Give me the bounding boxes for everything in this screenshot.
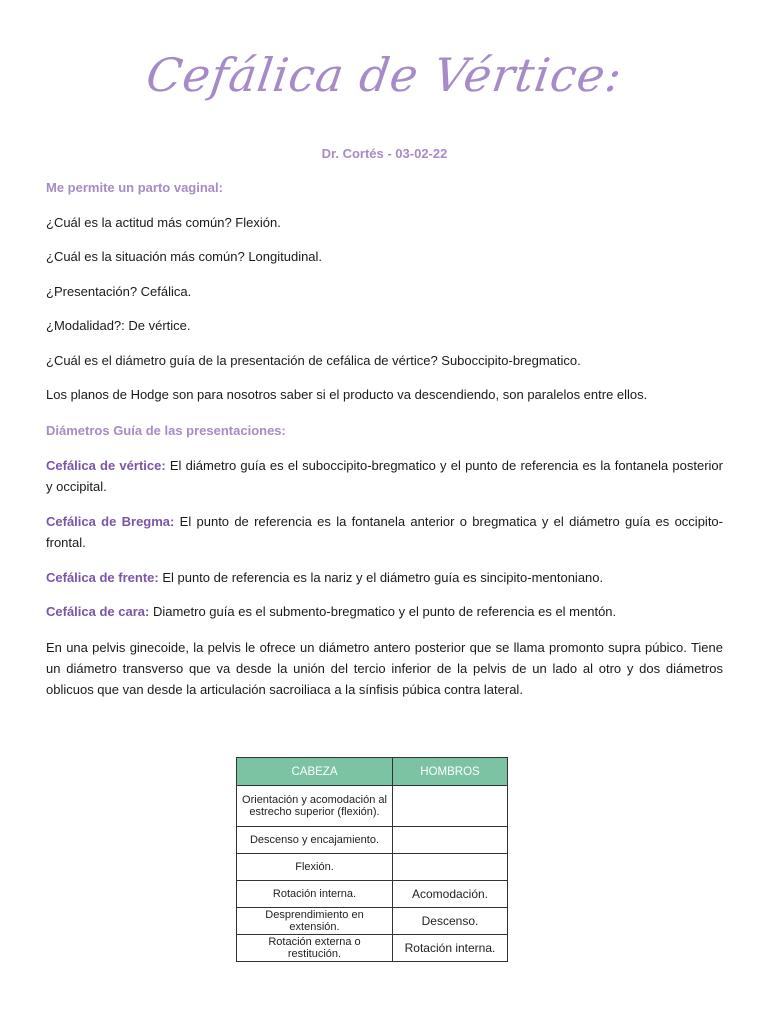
table-row bbox=[237, 854, 508, 881]
table-cell: Orientación y acomodación al estrecho superior (flexión). bbox=[237, 786, 393, 827]
presentation-text: El punto de referencia es la nariz y el diámetro guía es sincipito-mentoniano. bbox=[158, 570, 604, 585]
table-cell bbox=[393, 786, 508, 827]
table-cell: Desprendimiento en extensión. bbox=[237, 908, 393, 935]
presentation-text: Diametro guía es el submento-bregmatico y el punto de referencia es el mentón. bbox=[149, 604, 617, 619]
column-header-hombros: HOMBROS bbox=[393, 758, 508, 786]
presentation-paragraph bbox=[46, 511, 723, 553]
table-cell: Rotación externa o restitución. bbox=[237, 935, 393, 962]
table-cell: Rotación interna. bbox=[237, 881, 393, 908]
table-cell: Acomodación. bbox=[393, 881, 508, 908]
pelvis-paragraph: En una pelvis ginecoide, la pelvis le ofrece un diámetro antero posterior que se llama promonto supra púbico. Tiene un diámetro transverso que va desde la unión del tercio inferior de la pelvis de un lado al otro y dos diámetros oblicuos que van desde la articulación sacroiliaca a la sínfisis púbica contra lateral. bbox=[46, 640, 723, 697]
qa-line: ¿Cuál es la situación más común? Longitudinal. bbox=[46, 249, 323, 264]
presentation-paragraph bbox=[46, 601, 723, 622]
qa-line: ¿Presentación? Cefálica. bbox=[46, 284, 192, 299]
table-cell: Flexión. bbox=[237, 854, 393, 881]
qa-line: ¿Modalidad?: De vértice. bbox=[46, 318, 191, 333]
table-row bbox=[237, 827, 508, 854]
qa-line: ¿Cuál es el diámetro guía de la presentación de cefálica de vértice? Suboccipito-bregmatico. bbox=[46, 353, 581, 368]
presentation-paragraph bbox=[46, 567, 723, 588]
column-header-cabeza: CABEZA bbox=[237, 758, 393, 786]
table-row bbox=[237, 881, 508, 908]
table-row bbox=[237, 908, 508, 935]
section-heading-intro: Me permite un parto vaginal: bbox=[46, 180, 223, 195]
qa-line: Los planos de Hodge son para nosotros saber si el producto va descendiendo, son paralelos entre ellos. bbox=[46, 387, 648, 402]
author-date: Dr. Cortés - 03-02-22 bbox=[321, 146, 448, 161]
table-cell bbox=[393, 854, 508, 881]
presentation-term: Cefálica de Bregma: bbox=[46, 514, 175, 529]
page-title: Cefálica de Vértice: bbox=[143, 48, 626, 102]
table-row bbox=[237, 935, 508, 962]
presentation-term: Cefálica de frente: bbox=[46, 570, 159, 585]
section-heading-diameters: Diámetros Guía de las presentaciones: bbox=[46, 423, 286, 438]
presentation-term: Cefálica de vértice: bbox=[46, 458, 166, 473]
table-cell: Descenso. bbox=[393, 908, 508, 935]
labor-mechanism-table bbox=[236, 757, 508, 962]
qa-line: ¿Cuál es la actitud más común? Flexión. bbox=[46, 215, 281, 230]
table-header-row bbox=[237, 758, 508, 786]
presentation-text: El diámetro guía es el suboccipito-bregmatico y el punto de referencia es la fontanela posterior y occipital. bbox=[46, 458, 723, 494]
presentation-term: Cefálica de cara: bbox=[46, 604, 150, 619]
presentation-text: El punto de referencia es la fontanela anterior o bregmatica y el diámetro guía es occipito-frontal. bbox=[46, 514, 723, 550]
table-cell: Rotación interna. bbox=[393, 935, 508, 962]
table-cell bbox=[393, 827, 508, 854]
table-cell: Descenso y encajamiento. bbox=[237, 827, 393, 854]
presentation-paragraph bbox=[46, 455, 723, 497]
table-row bbox=[237, 786, 508, 827]
